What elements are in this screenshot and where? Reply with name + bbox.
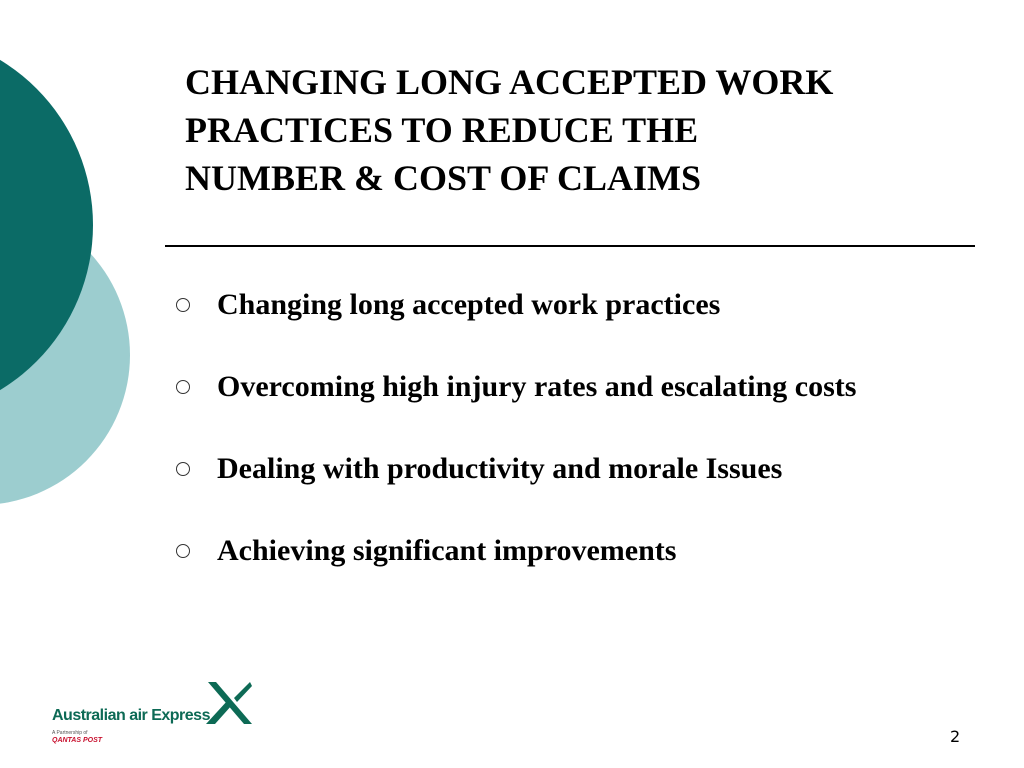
- australian-air-express-x-icon: [206, 680, 254, 726]
- title-line-3: NUMBER & COST OF CLAIMS: [185, 158, 702, 198]
- circle-bullet-icon: [176, 462, 190, 476]
- slide-title: [185, 58, 945, 202]
- title-divider: [165, 245, 975, 247]
- circle-bullet-icon: [176, 298, 190, 312]
- page-number: 2: [950, 727, 961, 746]
- logo-partners: QANTAS POST: [52, 737, 103, 744]
- bullet-text: Dealing with productivity and morale Issues: [217, 452, 783, 485]
- logo-wordmark: Australian air Express: [52, 707, 210, 724]
- title-line-2: PRACTICES TO REDUCE THE: [185, 110, 699, 150]
- bullet-text: Changing long accepted work practices: [217, 288, 721, 321]
- decorative-circles: [0, 0, 140, 520]
- circle-bullet-icon: [176, 380, 190, 394]
- circle-bullet-icon: [176, 544, 190, 558]
- title-line-1: CHANGING LONG ACCEPTED WORK: [185, 62, 834, 102]
- bullet-text: Overcoming high injury rates and escalating costs: [217, 370, 857, 403]
- company-logo: [50, 680, 260, 750]
- logo-tagline: A Partnership of: [52, 730, 88, 736]
- bullet-text: Achieving significant improvements: [217, 534, 677, 567]
